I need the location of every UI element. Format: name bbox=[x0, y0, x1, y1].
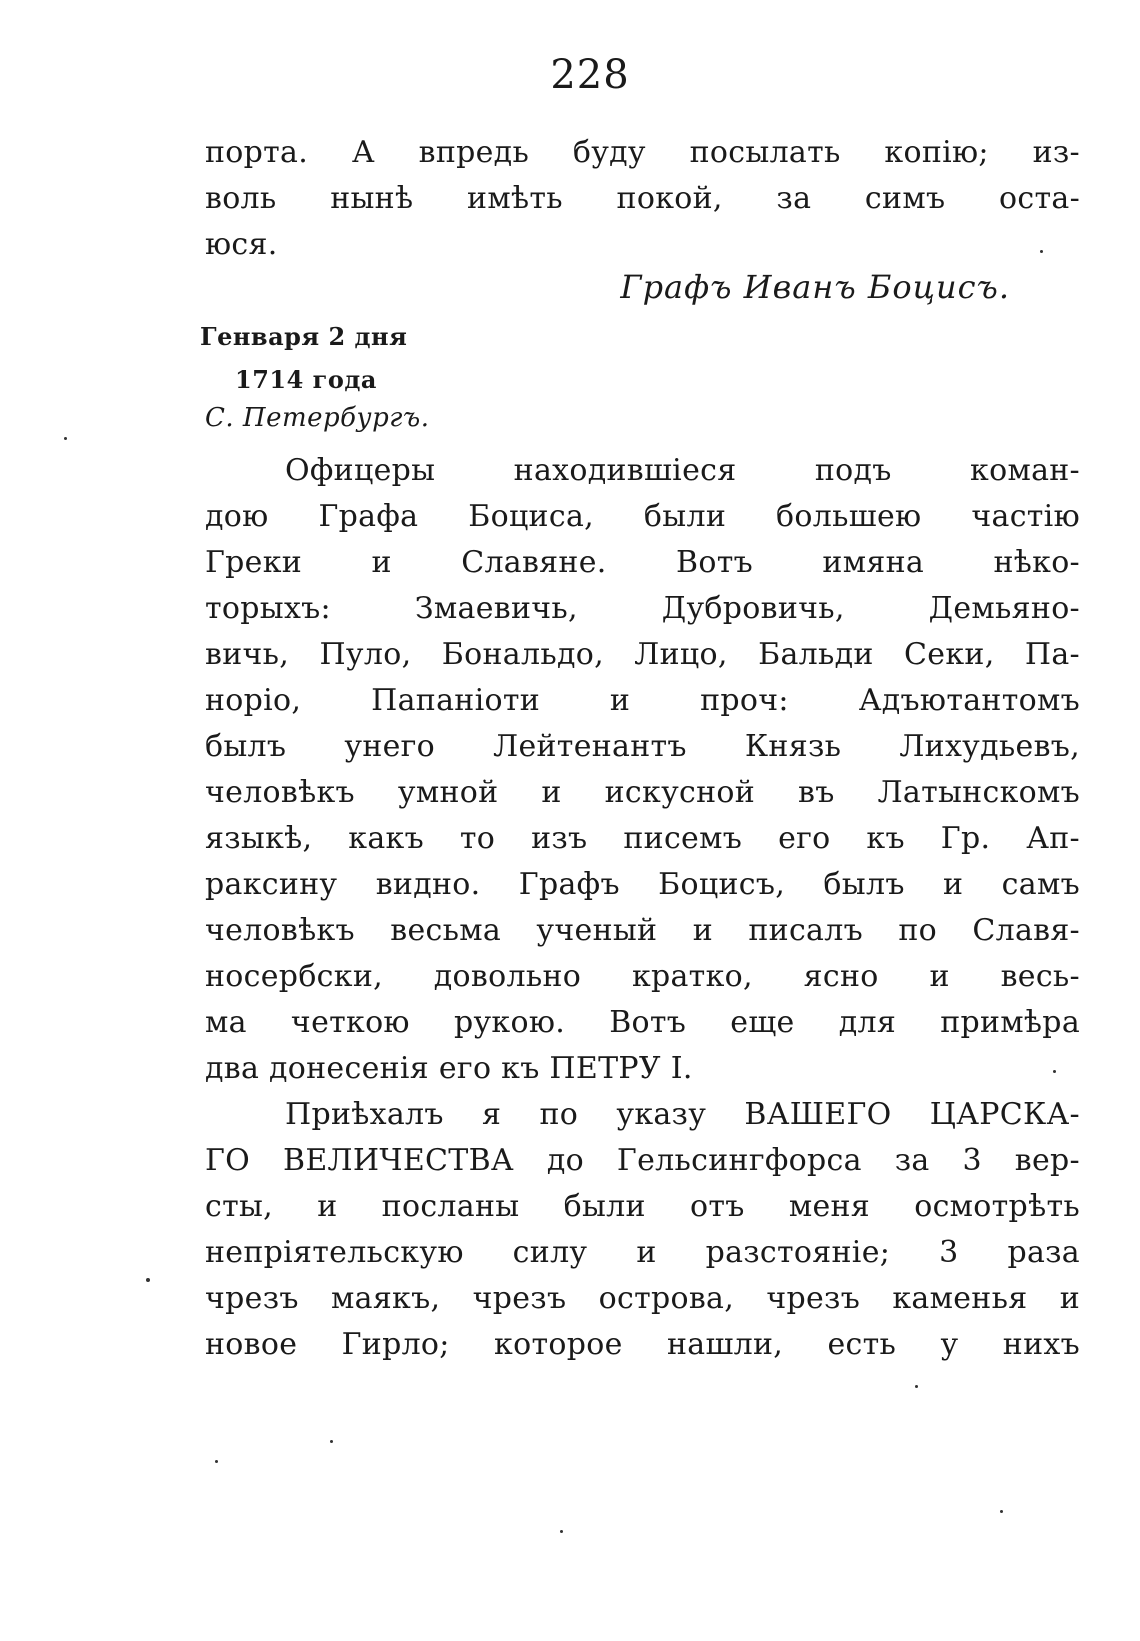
text-line: новое Гирло; которое нашли, есть у нихъ bbox=[205, 1327, 1080, 1362]
scan-speck bbox=[560, 1530, 563, 1533]
scan-speck bbox=[1040, 250, 1043, 253]
signature: Графъ Иванъ Боцисъ. bbox=[620, 268, 1010, 306]
text-line: раксину видно. Графъ Боцисъ, былъ и самъ bbox=[205, 867, 1080, 902]
text-line: языкѣ, какъ то изъ писемъ его къ Гр. Ап- bbox=[205, 821, 1080, 856]
text-line: былъ унего Лейтенантъ Князь Лихудьевъ, bbox=[205, 729, 1080, 764]
scan-speck bbox=[64, 437, 67, 440]
date-line: Генваря 2 дня bbox=[200, 322, 408, 351]
text-line: непріятельскую силу и разстояніе; 3 раза bbox=[205, 1235, 1080, 1270]
scan-speck bbox=[215, 1460, 218, 1463]
text-line: воль нынѣ имѣть покой, за симъ оста- bbox=[205, 181, 1080, 216]
scan-speck bbox=[1053, 1070, 1056, 1073]
text-line: ма четкою рукою. Вотъ еще для примѣра bbox=[205, 1005, 1080, 1040]
scan-speck bbox=[1000, 1510, 1003, 1513]
text-line: дою Графа Боциса, были большею частію bbox=[205, 499, 1080, 534]
text-line: юся. bbox=[205, 227, 278, 262]
text-line: сты, и посланы были отъ меня осмотрѣть bbox=[205, 1189, 1080, 1224]
scan-speck bbox=[330, 1440, 333, 1443]
text-line: чрезъ маякъ, чрезъ острова, чрезъ каменья и bbox=[205, 1281, 1080, 1316]
place-line: С. Петербургъ. bbox=[205, 403, 430, 433]
text-line: торыхъ: Змаевичь, Дубровичь, Демьяно- bbox=[205, 591, 1080, 626]
date-year: 1714 года bbox=[235, 365, 377, 394]
text-line: норіо, Папаніоти и проч: Адъютантомъ bbox=[205, 683, 1080, 718]
page-number: 228 bbox=[550, 52, 630, 98]
text-line: носербски, довольно кратко, ясно и весь- bbox=[205, 959, 1080, 994]
text-line: Приѣхалъ я по указу ВАШЕГО ЦАРСКА- bbox=[285, 1097, 1080, 1132]
text-line: ГО ВЕЛИЧЕСТВА до Гельсингфорса за 3 вер- bbox=[205, 1143, 1080, 1178]
text-line: два донесенія его къ ПЕТРУ I. bbox=[205, 1051, 693, 1086]
text-line: порта. А впредь буду посылать копію; из- bbox=[205, 135, 1080, 170]
text-line: человѣкъ умной и искусной въ Латынскомъ bbox=[205, 775, 1080, 810]
text-line: вичь, Пуло, Бональдо, Лицо, Бальди Секи, Па- bbox=[205, 637, 1080, 672]
scan-speck bbox=[915, 1385, 918, 1388]
scan-speck bbox=[146, 1278, 150, 1282]
text-line: Офицеры находившіеся подъ коман- bbox=[285, 453, 1080, 488]
text-line: человѣкъ весьма ученый и писалъ по Славя- bbox=[205, 913, 1080, 948]
text-line: Греки и Славяне. Вотъ имяна нѣко- bbox=[205, 545, 1080, 580]
